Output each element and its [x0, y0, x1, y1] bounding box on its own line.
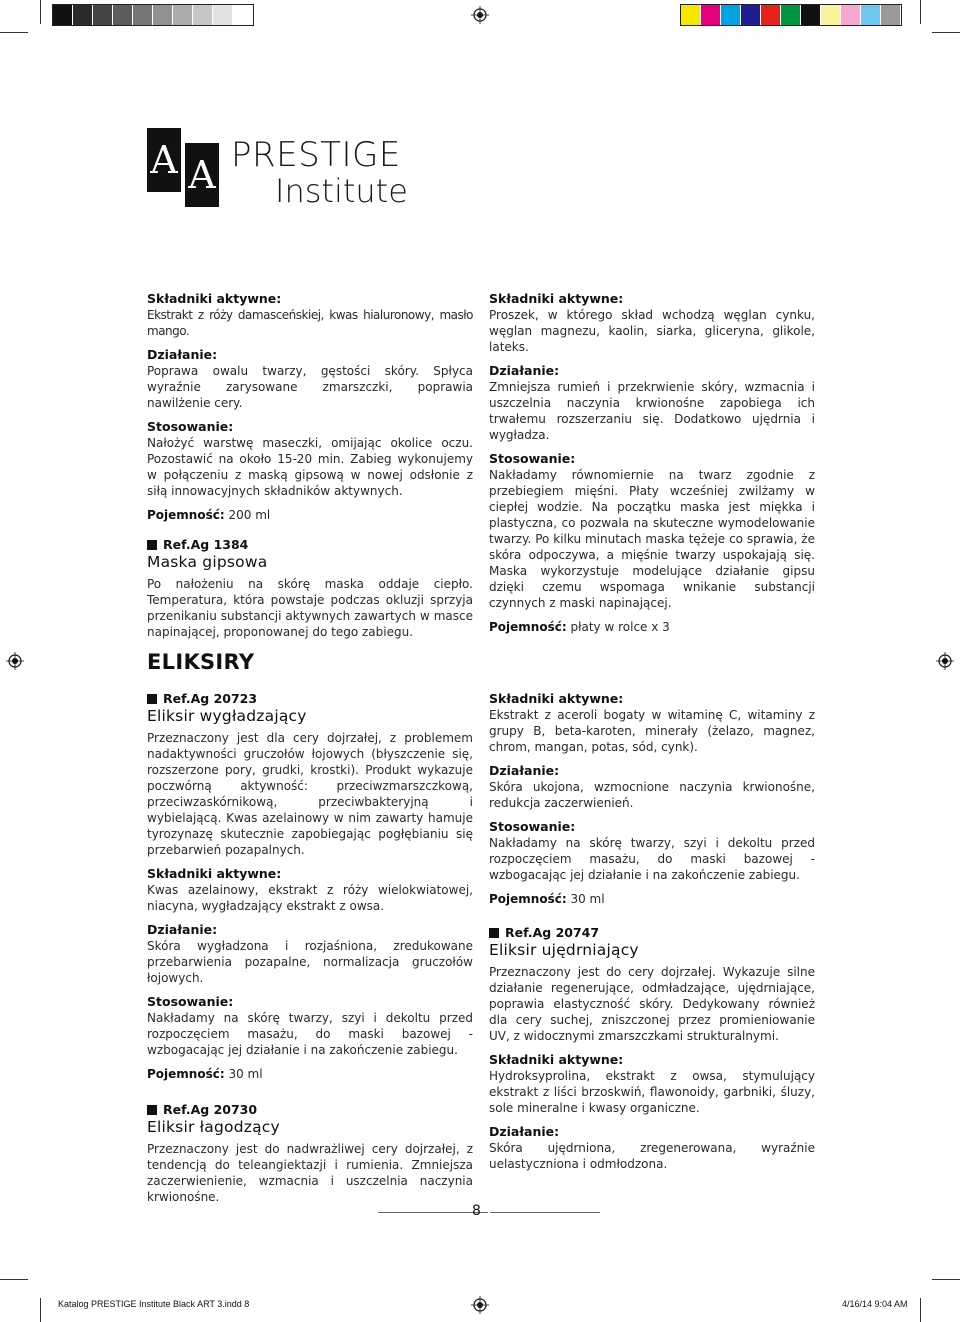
capacity-label: Pojemność:: [147, 1067, 225, 1081]
page-number: 8: [472, 1203, 481, 1219]
product-ref-text: Ref.Ag 20730: [163, 1102, 258, 1117]
registration-mark-icon: [936, 652, 954, 670]
color-swatch: [153, 5, 173, 25]
active-ingredients-label: Składniki aktywne:: [489, 691, 624, 706]
capacity-value: 30 ml: [228, 1067, 263, 1081]
page-number-rule: [490, 1212, 600, 1213]
usage-label: Stosowanie:: [489, 451, 576, 466]
action-label: Działanie:: [489, 1124, 560, 1139]
usage-text: Nakładamy na skórę twarzy, szyi i dekoltu przed rozpoczęciem masażu, do maski bazowej - wzbogacając jej działanie i na zakończenie zabiegu.: [147, 1011, 473, 1057]
footer-date: 4/16/14 9:04 AM: [842, 1299, 908, 1309]
color-swatch: [741, 5, 761, 25]
active-ingredients-label: Składniki aktywne:: [147, 866, 282, 881]
action-text: Zmniejsza rumień i przekrwienie skóry, wzmacnia i uszczelnia naczynia krwionośne zapobiega ich trwałemu rozszerzaniu się. Dodatkowo ujędrnia i wygładza.: [489, 380, 815, 442]
product-description: Przeznaczony jest do cery dojrzałej. Wykazuje silne działanie regenerujące, odmładzające, ujędrniające, poprawia elastyczność skóry. Dedykowany również dla cery suchej, zniszczonej przez promieniowanie UV, z widocznymi zmarszczkami strukturalnymi.: [489, 965, 815, 1043]
product-ref-text: Ref.Ag 20723: [163, 691, 258, 706]
crop-mark: [0, 1279, 28, 1280]
gray-swatch-bar: [52, 4, 254, 26]
capacity: [147, 1066, 473, 1082]
color-swatch: [781, 5, 801, 25]
product-name: Eliksir łagodzący: [147, 1118, 280, 1136]
active-ingredients-label: Składniki aktywne:: [147, 291, 282, 306]
logo-letter-a: A: [147, 128, 181, 192]
action-label: Działanie:: [147, 347, 218, 362]
active-ingredients-text: Hydroksyprolina, ekstrakt z owsa, stymulujący ekstrakt z liści brzoskwiń, flawonoidy, garbniki, śluzy, sole mineralne i kwasy organiczne.: [489, 1069, 815, 1115]
logo-wordmark: [231, 135, 408, 210]
capacity-value: 200 ml: [228, 508, 271, 522]
color-swatch: [881, 5, 901, 25]
active-ingredients-text: Kwas azelainowy, ekstrakt z róży wielokwiatowej, niacyna, wygładzający ekstrakt z owsa.: [147, 883, 473, 913]
color-swatch: [681, 5, 701, 25]
crop-mark: [932, 32, 960, 33]
right-column-top: [489, 291, 815, 643]
bullet-square-icon: [147, 1105, 157, 1115]
active-ingredients-text: Proszek, w którego skład wchodzą węglan cynku, węglan magnezu, kaolin, siarka, gliceryna, glikole, lateks.: [489, 308, 815, 354]
usage-label: Stosowanie:: [489, 819, 576, 834]
crop-mark: [0, 32, 28, 33]
color-swatch: [821, 5, 841, 25]
product-ref-text: Ref.Ag 20747: [505, 925, 600, 940]
bullet-square-icon: [147, 694, 157, 704]
section-title: ELIKSIRY: [147, 650, 255, 674]
color-swatch-bar: [680, 4, 902, 26]
right-column-bottom: [489, 691, 815, 1180]
logo-line-prestige: PRESTIGE: [231, 135, 401, 175]
usage-text: Nałożyć warstwę maseczki, omijając okolice oczu. Pozostawić na około 15-20 min. Zabieg wykonujemy w połączeniu z maską gipsową w nowej odsłonie z siłą innowacyjnych składników aktywnych.: [147, 436, 473, 498]
action-text: Skóra wygładzona i rozjaśniona, zredukowane przebarwienia pozapalne, normalizacja gruczołów łojowych.: [147, 939, 473, 985]
product-ref: [147, 691, 473, 707]
capacity-value: płaty w rolce x 3: [570, 620, 670, 634]
product-ref: [489, 925, 815, 941]
color-swatch: [173, 5, 193, 25]
color-swatch: [113, 5, 133, 25]
capacity-value: 30 ml: [570, 892, 605, 906]
logo-line-institute: Institute: [275, 172, 408, 210]
bullet-square-icon: [489, 928, 499, 938]
registration-mark-icon: [471, 6, 489, 24]
product-name: Eliksir wygładzający: [147, 707, 307, 725]
footer-file-name: Katalog PRESTIGE Institute Black ART 3.indd 8: [58, 1299, 250, 1309]
crop-mark: [920, 0, 921, 24]
capacity-label: Pojemność:: [489, 620, 567, 634]
color-swatch: [213, 5, 233, 25]
registration-mark-icon: [6, 652, 24, 670]
capacity: [489, 891, 815, 907]
color-swatch: [801, 5, 821, 25]
capacity-label: Pojemność:: [489, 892, 567, 906]
usage-label: Stosowanie:: [147, 419, 234, 434]
color-swatch: [701, 5, 721, 25]
product-description: Po nałożeniu na skórę maska oddaje ciepło. Temperatura, która powstaje podczas okluzji sprzyja przenikaniu substancji aktywnych zawartych w masce napinającej, proponowanej do tego zabiegu.: [147, 577, 473, 639]
action-label: Działanie:: [489, 363, 560, 378]
product-name: Eliksir ujędrniający: [489, 941, 639, 959]
product-description: Przeznaczony jest dla cery dojrzałej, z problemem nadaktywności gruczołów łojowych (błyszczenie się, rozszerzone pory, grudki, krostki). Produkt wykazuje poczwórną aktywność: przeciwzmarszczkową, przeciwzaskórnikową, przeciwbakteryjną i wybielającą. Kwas azelainowy w nim zawarty hamuje tyrozynazę skutecznie zapobiegając pogłębianiu się przebarwień pozapalnych.: [147, 731, 473, 857]
color-swatch: [93, 5, 113, 25]
color-swatch: [53, 5, 73, 25]
crop-mark: [40, 1298, 41, 1322]
color-swatch: [193, 5, 213, 25]
capacity-label: Pojemność:: [147, 508, 225, 522]
capacity: [147, 507, 473, 523]
active-ingredients-text: Ekstrakt z aceroli bogaty w witaminę C, witaminy z grupy B, beta-karoten, minerały (żelazo, magnez, chrom, mangan, potas, sód, cynk).: [489, 708, 815, 754]
usage-label: Stosowanie:: [147, 994, 234, 1009]
product-ref: [147, 1102, 473, 1118]
usage-text: Nakładamy na skórę twarzy, szyi i dekoltu przed rozpoczęciem masażu, do maski bazowej - wzbogacając jej działanie i na zakończenie zabiegu.: [489, 836, 815, 882]
active-ingredients-label: Składniki aktywne:: [489, 1052, 624, 1067]
crop-mark: [40, 0, 41, 24]
registration-mark-icon: [471, 1296, 489, 1314]
product-description: Przeznaczony jest do nadwrażliwej cery dojrzałej, z tendencją do teleangiektazji i rumienia. Zmniejsza zaczerwienienie, wzmacnia i uszczelnia naczynia krwionośne.: [147, 1142, 473, 1204]
color-swatch: [233, 5, 253, 25]
color-swatch: [73, 5, 93, 25]
color-swatch: [861, 5, 881, 25]
product-ref-text: Ref.Ag 1384: [163, 537, 249, 552]
color-swatch: [133, 5, 153, 25]
active-ingredients-label: Składniki aktywne:: [489, 291, 624, 306]
color-swatch: [721, 5, 741, 25]
action-text: Skóra ujędrniona, zregenerowana, wyraźnie uelastyczniona i odmłodzona.: [489, 1141, 815, 1171]
action-text: Poprawa owalu twarzy, gęstości skóry. Spłyca wyraźnie zarysowane zmarszczki, poprawia nawilżenie cery.: [147, 364, 473, 410]
product-ref: [147, 537, 473, 553]
capacity: [489, 619, 815, 635]
crop-mark: [920, 1298, 921, 1322]
crop-mark: [932, 1279, 960, 1280]
action-label: Działanie:: [489, 763, 560, 778]
color-swatch: [761, 5, 781, 25]
color-swatch: [841, 5, 861, 25]
left-column-top: [147, 291, 473, 648]
product-name: Maska gipsowa: [147, 553, 268, 571]
bullet-square-icon: [147, 540, 157, 550]
action-label: Działanie:: [147, 922, 218, 937]
usage-text: Nakładamy równomiernie na twarz zgodnie z przebiegiem mięśni. Płaty wcześniej zwilżamy w ciepłej wodzie. Na początku maska jest miękka i plastyczna, co pozwala na skuteczne wymodelowanie twarzy. Po kilku minutach maska tężeje co sprawia, że skóra odpoczywa, a mięśnie twarzy uspokajają się. Maska wykorzystuje modelujące działanie gipsu dzięki czemu wspomaga wnikanie substancji czynnych z maski napinającej.: [489, 468, 815, 610]
action-text: Skóra ukojona, wzmocnione naczynia krwionośne, redukcja zaczerwienień.: [489, 780, 815, 810]
active-ingredients-text: Ekstrakt z róży damasceńskiej, kwas hialuronowy, masło mango.: [147, 308, 473, 338]
left-column-bottom: [147, 678, 473, 1213]
logo-letter-a: A: [185, 143, 219, 207]
